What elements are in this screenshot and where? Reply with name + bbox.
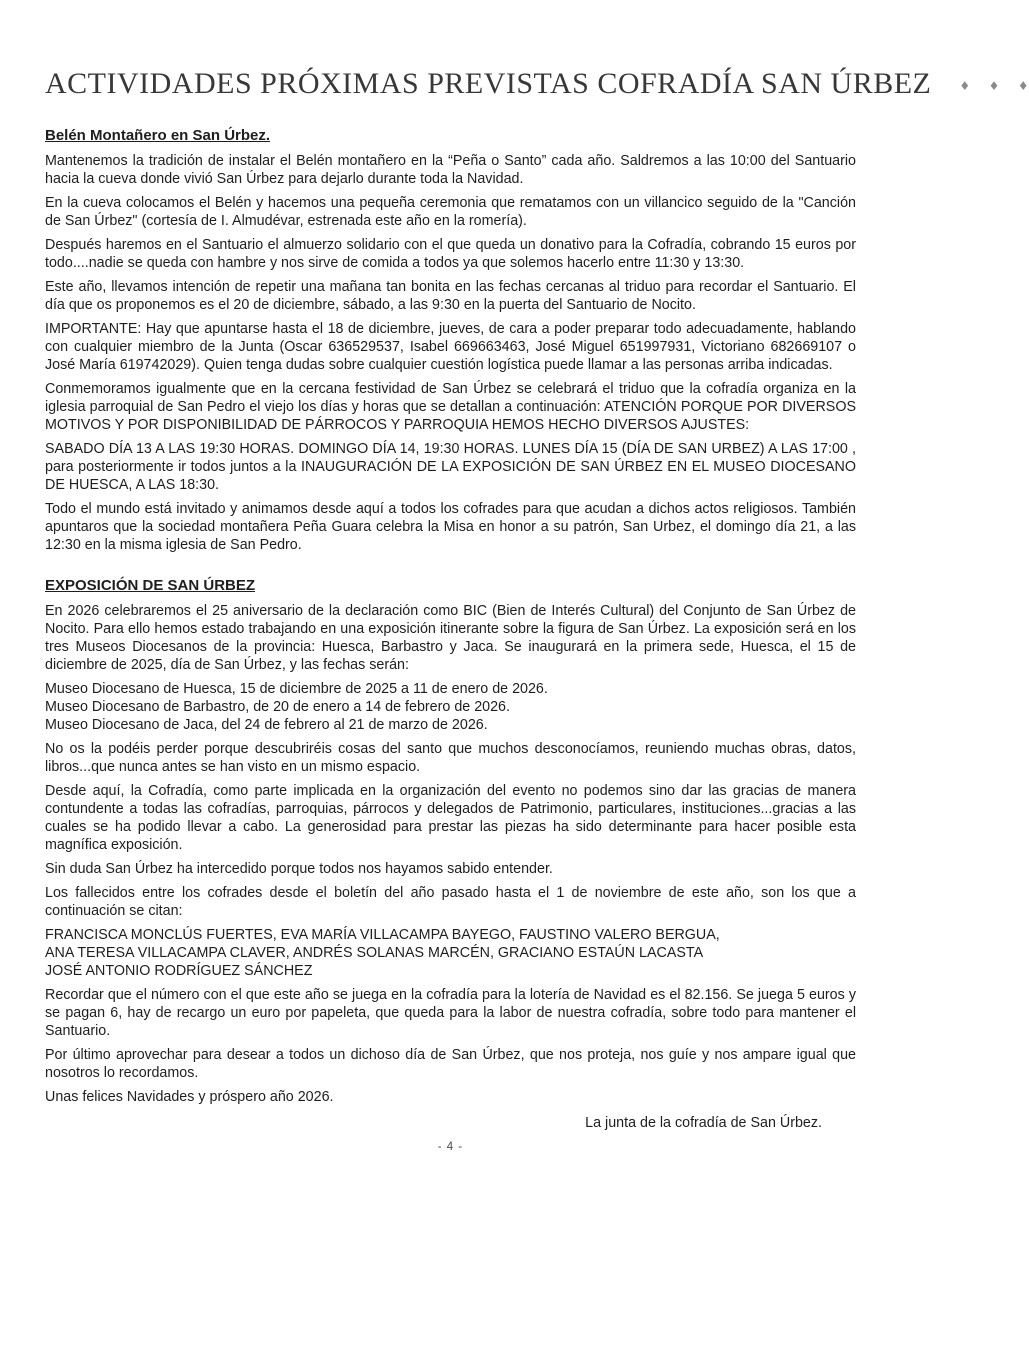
paragraph-exposicion-sinduda: Sin duda San Úrbez ha intercedido porque todos nos hayamos sabido entender. — [45, 861, 553, 877]
paragraph-exposicion-intro: En 2026 celebraremos el 25 aniversario de la declaración como BIC (Bien de Interés Cultural) del Conjunto de San Úrbez de Nocito. Para ello hemos estado trabajando en una exposición itinerante sobre la figura de San Úrbez. La exposición será en los tres Museos Diocesanos de la provincia: Huesca, Barbastro y Jaca. Se inaugurará en la primera sede, Huesca, el 15 de diciembre de 2025, día de San Úrbez, y las fechas serán: — [45, 603, 856, 673]
museum-line-jaca: Museo Diocesano de Jaca, del 24 de febrero al 21 de marzo de 2026. — [45, 717, 488, 733]
diamond-icon: ♦ — [959, 79, 971, 93]
signature: La junta de la cofradía de San Úrbez. — [585, 1115, 822, 1131]
museum-line-barbastro: Museo Diocesano de Barbastro, de 20 de enero a 14 de febrero de 2026. — [45, 699, 510, 715]
paragraph-belen-fecha: Este año, llevamos intención de repetir una mañana tan bonita en las fechas cercanas al triduo para recordar el Santuario. El día que os proponemos es el 20 de diciembre, sábado, a las 9:30 en la puerta del Santuario de Nocito. — [45, 279, 856, 313]
paragraph-belen-importante: IMPORTANTE: Hay que apuntarse hasta el 18 de diciembre, jueves, de cara a poder preparar todo adecuadamente, hablando con cualquier miembro de la Junta (Oscar 636529537, Isabel 669663463, José Miguel 651997931, Victoriano 682669107 o José María 619742029). Quien tenga dudas sobre cualquier cuestión logística puede llamar a las personas arriba indicadas. — [45, 321, 856, 373]
paragraph-triduo-horarios: SABADO DÍA 13 A LAS 19:30 HORAS. DOMINGO DÍA 14, 19:30 HORAS. LUNES DÍA 15 (DÍA DE SAN URBEZ) A LAS 17:00 , para posteriormente ir todos juntos a la INAUGURACIÓN DE LA EXPOSICIÓN DE SAN ÚRBEZ EN EL MUSEO DIOCESANO DE HUESCA, A LAS 18:30. — [45, 441, 856, 493]
page-number: - 4 - — [437, 1141, 464, 1153]
paragraph-despedida: Por último aprovechar para desear a todos un dichoso día de San Úrbez, que nos proteja, nos guíe y nos ampare igual que nosotros lo recordamos. — [45, 1047, 856, 1081]
paragraph-belen-ceremonia: En la cueva colocamos el Belén y hacemos una pequeña ceremonia que rematamos con un villancico seguido de la "Canción de San Úrbez" (cortesía de I. Almudévar, estrenada este año en la romería). — [45, 195, 856, 229]
paragraph-triduo-conmemoramos: Conmemoramos igualmente que en la cercana festividad de San Úrbez se celebrará el triduo que la cofradía organiza en la iglesia parroquial de San Pedro el viejo los días y horas que se detallan a continuación: ATENCIÓN PORQUE POR DIVERSOS MOTIVOS Y POR DISPONIBILIDAD DE PÁRROCOS Y PARROQUIA HEMOS HECHO DIVERSOS AJUSTES: — [45, 381, 856, 433]
diamond-icon: ♦ — [1017, 79, 1029, 93]
title-ornament — [941, 66, 1029, 104]
fallecidos-names-line: FRANCISCA MONCLÚS FUERTES, EVA MARÍA VILLACAMPA BAYEGO, FAUSTINO VALERO BERGUA, — [45, 927, 720, 943]
paragraph-navidad: Unas felices Navidades y próspero año 2026. — [45, 1089, 334, 1105]
paragraph-exposicion-gracias: Desde aquí, la Cofradía, como parte implicada en la organización del evento no podemos sino dar las gracias de manera contundente a todas las cofradías, parroquias, párrocos y delegados de Patrimonio, particulares, instituciones...gracias a las cuales se ha podido llevar a cabo. La generosidad para prestar las piezas ha sido determinante para hacer posible esta magnífica exposición. — [45, 783, 856, 853]
paragraph-loteria: Recordar que el número con el que este año se juega en la cofradía para la lotería de Navidad es el 82.156. Se juega 5 euros y se pagan 6, hay de recargo un euro por papeleta, que queda para la labor de nuestra cofradía, sobre todo para mantener el Santuario. — [45, 987, 856, 1039]
paragraph-belen-tradicion: Mantenemos la tradición de instalar el Belén montañero en la “Peña o Santo” cada año. Saldremos a las 10:00 del Santuario hacia la cueva donde vivió San Úrbez para dejarlo durante toda la Navidad. — [45, 153, 856, 187]
paragraph-triduo-invitacion: Todo el mundo está invitado y animamos desde aquí a todos los cofrades para que acudan a dichos actos religiosos. También apuntaros que la sociedad montañera Peña Guara celebra la Misa en honor a su patrón, San Urbez, el domingo día 21, a las 12:30 en la misma iglesia de San Pedro. — [45, 501, 856, 553]
museum-line-huesca: Museo Diocesano de Huesca, 15 de diciembre de 2025 a 11 de enero de 2026. — [45, 681, 548, 697]
diamond-icon: ♦ — [988, 79, 1000, 93]
paragraph-exposicion-noperder: No os la podéis perder porque descubriréis cosas del santo que muchos desconocíamos, reuniendo muchas obras, datos, libros...que nunca antes se han visto en un mismo espacio. — [45, 741, 856, 775]
document-page — [0, 66, 1029, 1346]
paragraph-fallecidos-intro: Los fallecidos entre los cofrades desde el boletín del año pasado hasta el 1 de noviembre de este año, son los que a continuación se citan: — [45, 885, 856, 919]
paragraph-belen-almuerzo: Después haremos en el Santuario el almuerzo solidario con el que queda un donativo para la Cofradía, cobrando 15 euros por todo....nadie se queda con hambre y nos sirve de comida a todos ya que solemos hacerlo entre 11:30 y 13:30. — [45, 237, 856, 271]
fallecidos-names-list — [45, 926, 856, 980]
fallecidos-names-line: ANA TERESA VILLACAMPA CLAVER, ANDRÉS SOLANAS MARCÉN, GRACIANO ESTAÚN LACASTA — [45, 945, 704, 961]
section-heading-belen: Belén Montañero en San Úrbez. — [45, 127, 271, 144]
section-heading-exposicion: EXPOSICIÓN DE SAN ÚRBEZ — [45, 577, 256, 594]
museum-dates-list — [45, 680, 856, 734]
page-title-text: ACTIVIDADES PRÓXIMAS PREVISTAS COFRADÍA SAN ÚRBEZ — [45, 67, 932, 100]
page-title — [45, 66, 1029, 104]
fallecidos-names-line: JOSÉ ANTONIO RODRÍGUEZ SÁNCHEZ — [45, 963, 313, 979]
